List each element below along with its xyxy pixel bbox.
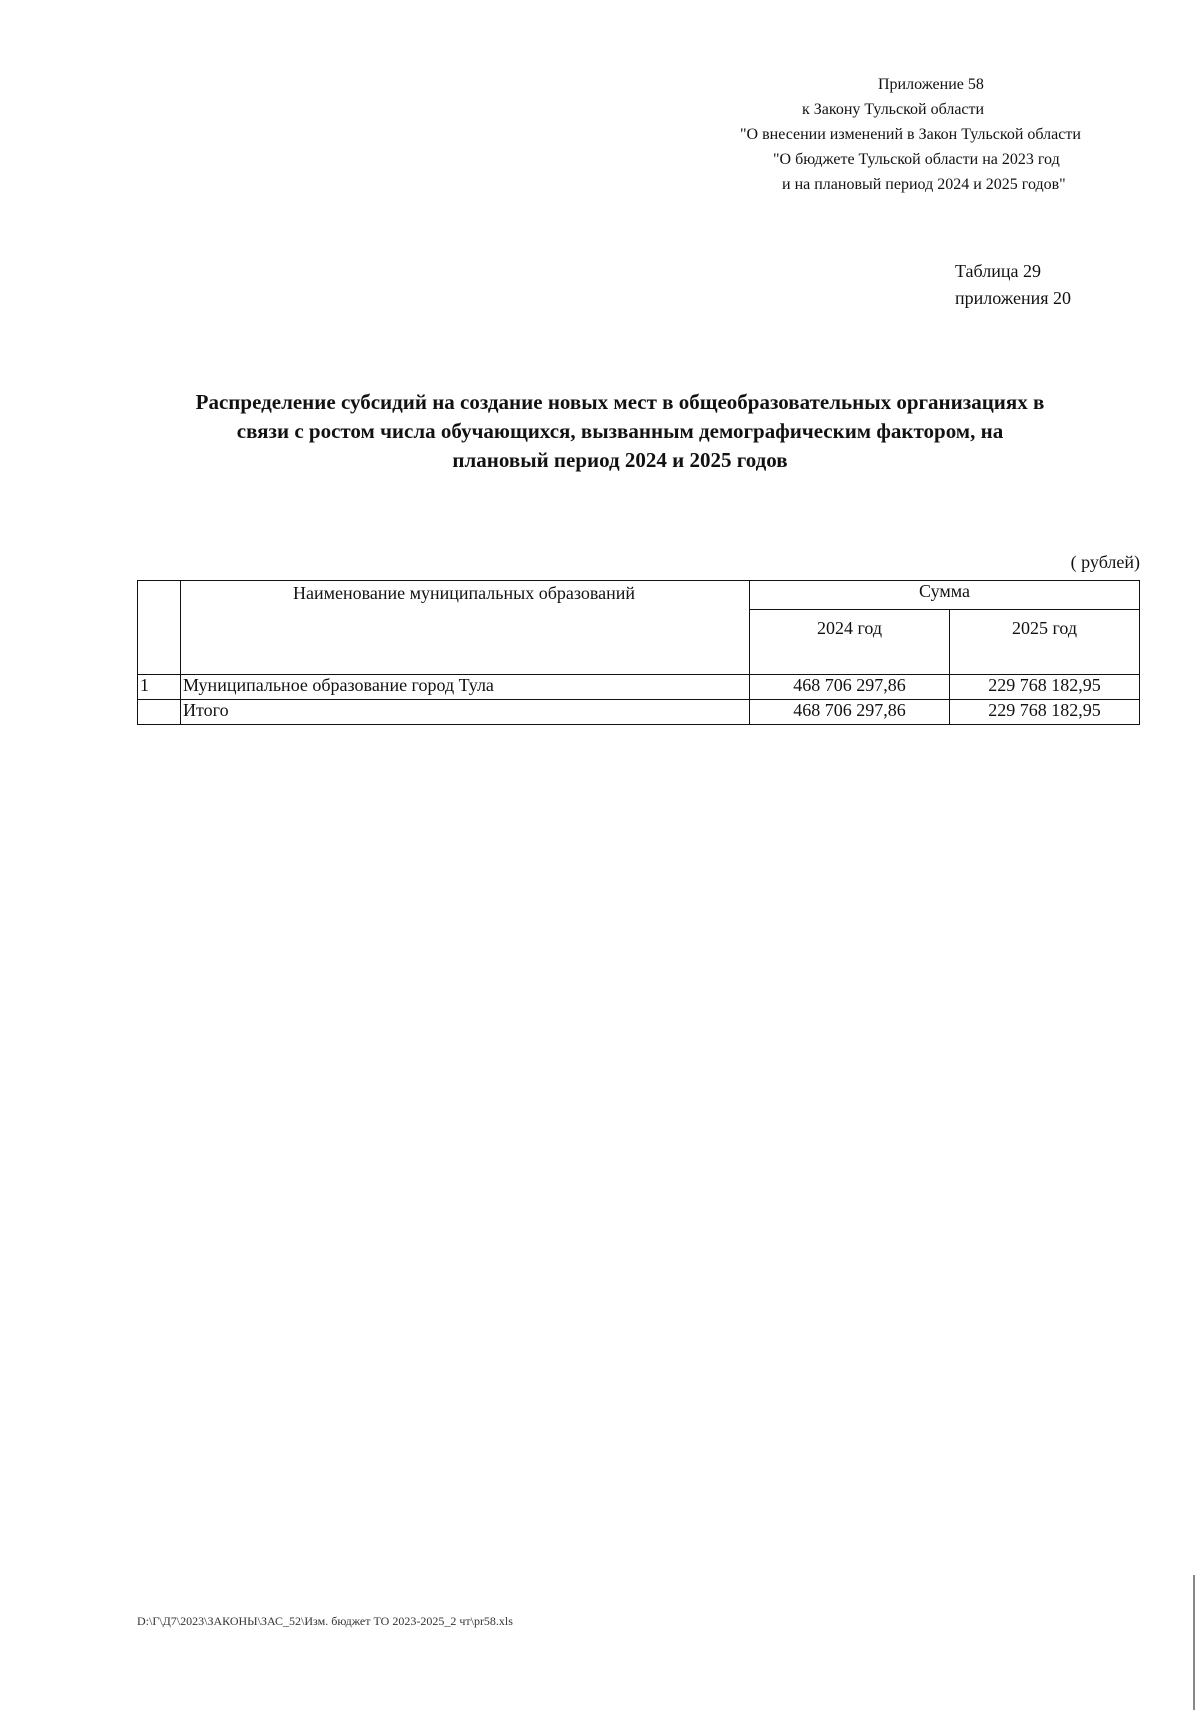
table-reference bbox=[955, 258, 1071, 312]
unit-label: ( рублей) bbox=[1070, 552, 1140, 572]
appendix-line: "О бюджете Тульской области на 2023 год bbox=[773, 151, 1060, 168]
appendix-header bbox=[700, 72, 1160, 197]
header-number-cell bbox=[138, 581, 181, 675]
table-row bbox=[138, 675, 1140, 700]
appendix-line: к Закону Тульской области bbox=[802, 101, 985, 118]
header-year-2024: 2024 год bbox=[750, 610, 950, 675]
row-amount-2024: 468 706 297,86 bbox=[750, 675, 950, 700]
row-amount-2025: 229 768 182,95 bbox=[950, 675, 1140, 700]
appendix-line: и на плановый период 2024 и 2025 годов" bbox=[782, 176, 1066, 193]
footer-file-path: D:\Г\Д7\2023\ЗАКОНЫ\ЗАС_52\Изм. бюджет ТО 2023-2025_2 чт\pr58.xls bbox=[137, 1614, 513, 1628]
total-number-cell bbox=[138, 700, 181, 725]
header-name-cell: Наименование муниципальных образований bbox=[181, 581, 750, 675]
header-sum-cell: Сумма bbox=[750, 581, 1140, 610]
total-label: Итого bbox=[181, 700, 750, 725]
title-line: плановый период 2024 и 2025 годов bbox=[452, 448, 788, 472]
distribution-table bbox=[137, 580, 1140, 725]
row-number: 1 bbox=[138, 675, 181, 700]
appendix-line: "О внесении изменений в Закон Тульской области bbox=[740, 126, 1081, 143]
scan-edge-line bbox=[1193, 1575, 1195, 1710]
table-header-row bbox=[138, 581, 1140, 610]
total-amount-2024: 468 706 297,86 bbox=[750, 700, 950, 725]
total-amount-2025: 229 768 182,95 bbox=[950, 700, 1140, 725]
row-municipality-name: Муниципальное образование город Тула bbox=[181, 675, 750, 700]
document-title bbox=[130, 388, 1110, 475]
title-line: связи с ростом числа обучающихся, вызванным демографическим фактором, на bbox=[236, 419, 1004, 443]
appendix-line: Приложение 58 bbox=[878, 76, 984, 93]
title-line: Распределение субсидий на создание новых мест в общеобразовательных организациях в bbox=[195, 390, 1045, 414]
table-ref-line: Таблица 29 bbox=[955, 261, 1041, 281]
header-year-2025: 2025 год bbox=[950, 610, 1140, 675]
table-ref-line: приложения 20 bbox=[955, 288, 1072, 308]
table-total-row bbox=[138, 700, 1140, 725]
